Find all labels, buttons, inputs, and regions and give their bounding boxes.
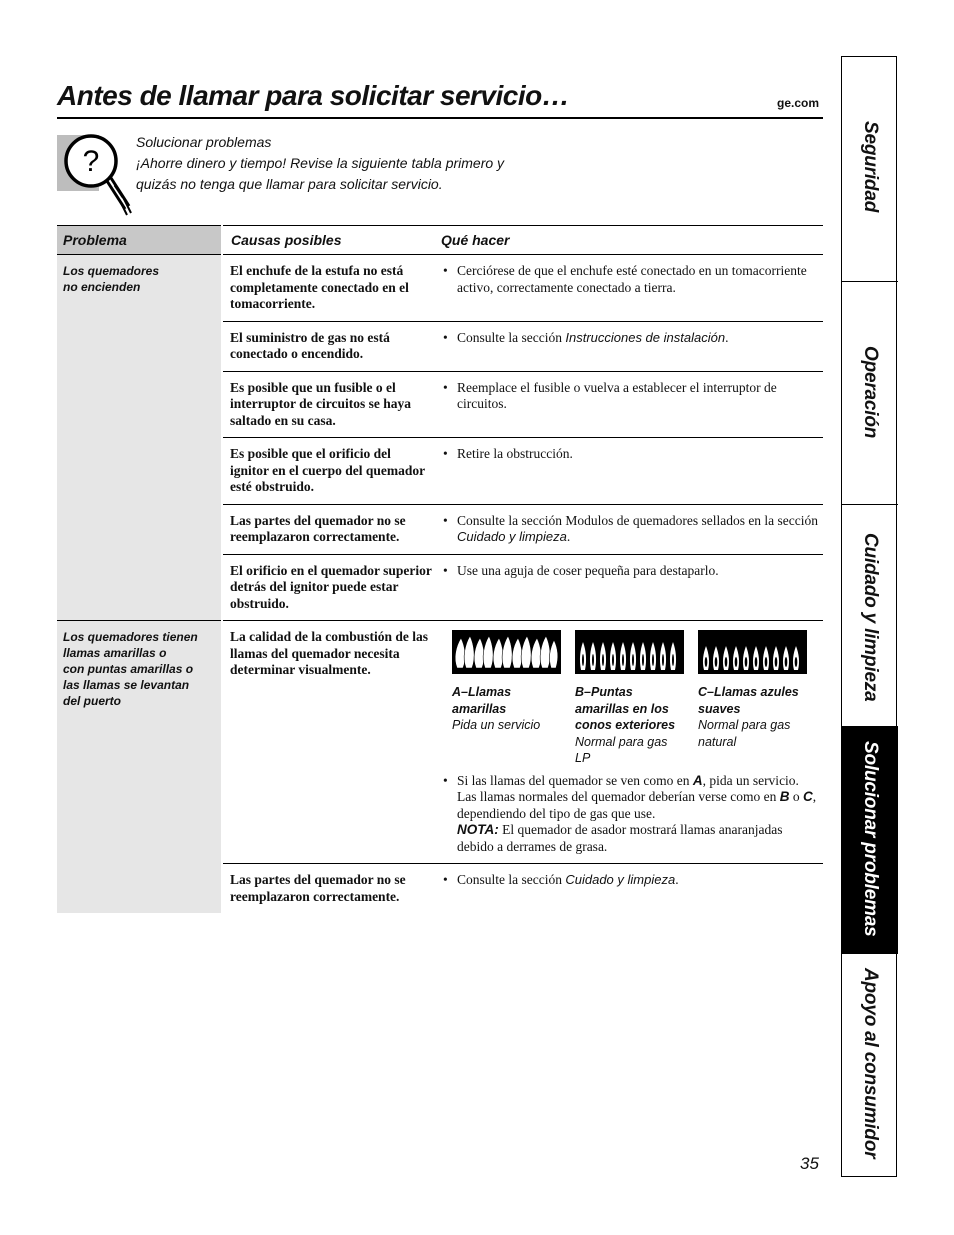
flame-text-2: , pida un servicio. Las llamas normales del quemador deberían verse como en <box>457 772 799 804</box>
flame-text-1: Si las llamas del quemador se ven como en <box>457 772 693 788</box>
flame-b-title-3: conos exteriores <box>575 718 676 732</box>
flame-c-desc-1: Normal para gas <box>698 718 791 732</box>
table-row <box>57 255 823 322</box>
todo-text: Cerciórese de que el enchufe esté conectado en un tomacorriente activo, correctamente conectado a tierra. <box>457 263 807 295</box>
problem-1-line-1: Los quemadores <box>63 264 160 278</box>
todo-suffix: . <box>725 329 729 345</box>
todo-cell: • Use una aguja de coser pequeña para destaparlo. <box>437 554 823 621</box>
tab-label: Cuidado y limpieza <box>860 533 881 702</box>
flame-a-desc: Pida un servicio <box>452 718 541 732</box>
todo-cell: • Cerciórese de que el enchufe esté conectado en un tomacorriente activo, correctamente conectado a tierra. <box>437 255 823 322</box>
tab-label: Operación <box>860 346 881 439</box>
todo-text: Consulte la sección <box>457 872 566 887</box>
tab-apoyo-al-consumidor[interactable] <box>842 954 898 1176</box>
tab-label: Seguridad <box>860 121 881 213</box>
todo-cell: • Consulte la sección Cuidado y limpieza. <box>443 872 679 887</box>
yellow-tipped-flames-image <box>575 630 684 674</box>
problem-1-line-2: no encienden <box>63 280 141 294</box>
flame-c-title-1: C–Llamas azules <box>698 685 799 699</box>
title-rule <box>57 117 823 119</box>
flame-example-a <box>452 630 561 767</box>
cause-cell: Las partes del quemador no se reemplazaron correctamente. <box>222 504 437 554</box>
todo-cell: • Retire la obstrucción. <box>437 438 823 505</box>
tab-label: Solucionar problemas <box>860 741 881 937</box>
todo-cell: • Reemplace el fusible o vuelva a establecer el interruptor de circuitos. <box>437 371 823 438</box>
problem-cell-2 <box>57 621 222 914</box>
todo-suffix: . <box>566 529 571 544</box>
svg-text:?: ? <box>82 145 100 178</box>
header-que-hacer: Qué hacer <box>437 226 823 255</box>
letter-c: C <box>803 789 813 804</box>
cause-cell: Las partes del quemador no se reemplazaron correctamente. <box>230 872 406 904</box>
flame-b-title-2: amarillas en los <box>575 701 669 716</box>
question-magnifier-icon <box>57 133 137 219</box>
cause-cell: Es posible que un fusible o el interruptor de circuitos se haya saltado en su casa. <box>222 371 437 438</box>
intro-line-1: ¡Ahorre dinero y tiempo! Revise la siguiente tabla primero y <box>136 155 505 171</box>
intro-line-2: quizás no tenga que llamar para solicitar servicio. <box>136 176 443 192</box>
section-tabs <box>841 56 897 1177</box>
note-text: El quemador de asador mostrará llamas anaranjadas debido a derrames de grasa. <box>457 822 783 854</box>
cause-cell: El enchufe de la estufa no está completamente conectado en el tomacorriente. <box>222 255 437 322</box>
section-reference: Instrucciones de instalación <box>565 329 726 345</box>
cause-cell: La calidad de la combustión de las llamas del quemador necesita determinar visualmente. <box>222 621 437 864</box>
flame-text-3: o <box>789 789 804 804</box>
section-reference: Cuidado y limpieza <box>457 529 567 544</box>
todo-text: Retire la obstrucción. <box>457 446 573 461</box>
problem-2-line-1: Los quemadores tienen <box>63 630 198 644</box>
todo-cell <box>437 621 823 864</box>
flame-b-title-1: B–Puntas <box>575 685 633 699</box>
todo-text: Consulte la sección Modulos de quemadores sellados en la sección <box>457 512 819 528</box>
tab-operacion[interactable] <box>842 282 898 505</box>
letter-b: B <box>779 789 790 804</box>
yellow-flames-image <box>452 630 561 674</box>
problem-2-line-5: del puerto <box>63 694 122 708</box>
flame-b-desc: Normal para gas LP <box>575 734 668 765</box>
letter-a: A <box>692 772 703 788</box>
soft-blue-flames-image <box>698 630 807 674</box>
todo-text: Use una aguja de coser pequeña para destaparlo. <box>457 562 719 578</box>
flame-example-b <box>575 630 684 767</box>
problem-2-line-4: las llamas se levantan <box>63 678 190 692</box>
header-problema: Problema <box>57 226 222 255</box>
todo-suffix: . <box>675 872 679 887</box>
cause-cell: El orificio en el quemador superior detrás del ignitor puede estar obstruido. <box>222 554 437 621</box>
site-url: ge.com <box>777 96 820 110</box>
cause-cell: El suministro de gas no está conectado o encendido. <box>222 321 437 371</box>
problem-cell-1 <box>57 255 222 621</box>
intro-label: Solucionar problemas <box>136 134 272 150</box>
flame-c-desc-2: natural <box>698 734 737 749</box>
flame-example-c <box>698 630 807 767</box>
troubleshooting-table <box>57 225 823 913</box>
page-title: Antes de llamar para solicitar servicio… <box>57 80 570 111</box>
page-number: 35 <box>800 1154 819 1173</box>
tab-cuidado-y-limpieza[interactable] <box>842 505 898 727</box>
problem-2-line-3: con puntas amarillas o <box>63 662 194 676</box>
todo-text: Reemplace el fusible o vuelva a establecer el interruptor de circuitos. <box>457 379 777 411</box>
note-label: NOTA: <box>457 822 499 837</box>
flame-a-title-2: amarillas <box>452 701 507 716</box>
section-reference: Cuidado y limpieza <box>565 872 676 887</box>
problem-2-line-2: llamas amarillas o <box>63 646 167 660</box>
tab-label: Apoyo al consumidor <box>860 968 881 1159</box>
table-row <box>57 621 823 864</box>
flame-examples <box>452 630 819 767</box>
cause-cell: Es posible que el orificio del ignitor en el cuerpo del quemador esté obstruido. <box>222 438 437 505</box>
header-causas: Causas posibles <box>222 226 437 255</box>
todo-cell: • Consulte la sección Modulos de quemadores sellados en la sección Cuidado y limpieza. <box>437 504 823 554</box>
intro-text <box>136 132 504 195</box>
todo-cell: • Consulte la sección Instrucciones de instalación. <box>437 321 823 371</box>
todo-text: Consulte la sección <box>457 329 566 345</box>
table-header-row <box>57 226 823 255</box>
tab-seguridad[interactable] <box>842 57 898 282</box>
flame-c-title-2: suaves <box>698 701 741 716</box>
tab-solucionar-problemas[interactable] <box>842 727 898 954</box>
flame-a-title-1: A–Llamas <box>452 685 512 699</box>
flame-text-4: , dependiendo del tipo de gas que use. <box>457 789 817 821</box>
flame-instruction: • Si las llamas del quemador se ven como en A, pida un servicio. Las llamas normales del quemador deberían verse como en B o C, dependiendo del tipo de gas que use. <box>443 772 817 821</box>
note <box>441 822 819 855</box>
